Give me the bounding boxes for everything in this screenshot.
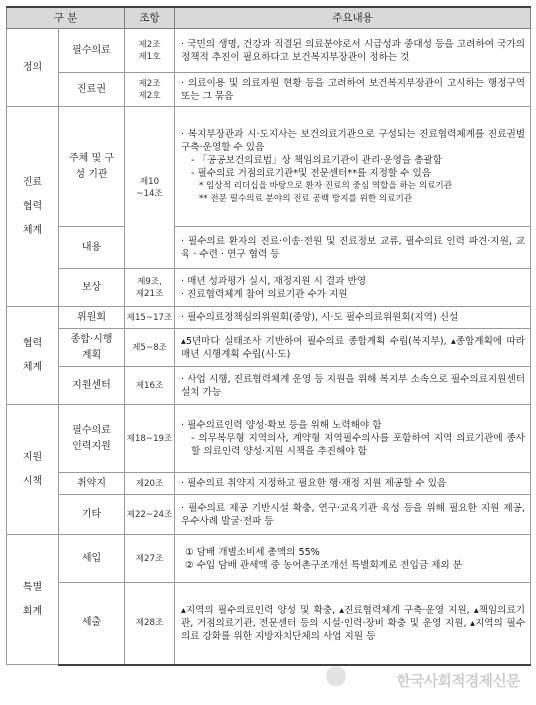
table-row [7, 367, 531, 405]
table-row [7, 227, 531, 269]
article-ref: 제10 ~14조 [125, 107, 175, 269]
content-note: ** 전문 필수의료 분야의 진료 공백 방지를 위한 의료기관 [199, 193, 413, 204]
content-cell [175, 269, 531, 307]
category-special-account: 특별 회계 [7, 535, 59, 665]
content-cell [175, 367, 531, 405]
subcategory: 필수의료 인력지원 [59, 405, 125, 473]
table-row [7, 107, 531, 227]
content-line: · 의료이용 및 의료자원 현황 등을 고려하여 보건복지부장관이 고시하는 행정구역 또는 그 묶음 [181, 77, 525, 102]
content-line: · 복지부장관과 시·도지사는 보건의료기관으로 구성되는 진료협력체계를 진료권별 구축·운영할 수 있음 [181, 128, 525, 153]
content-line: · 진료협력체계 참여 의료기관 수가 지원 [181, 288, 348, 300]
content-cell [175, 73, 531, 107]
article-ref: 제28조 [125, 583, 175, 665]
table-row [7, 329, 531, 367]
content-cell [175, 307, 531, 329]
table-row [7, 29, 531, 73]
content-line: ① 담배 개별소비세 총액의 55% [185, 546, 320, 558]
content-cell [175, 473, 531, 495]
content-line: · 매년 성과평가 실시, 재정지원 시 결과 반영 [181, 275, 366, 287]
content-cell [175, 329, 531, 367]
subcategory: 지원센터 [59, 367, 125, 405]
category-support: 지원 시책 [7, 405, 59, 535]
category-cooperation: 협력 체계 [7, 307, 59, 405]
content-cell [175, 583, 531, 665]
subcategory: 기타 [59, 495, 125, 535]
content-line: ▴지역의 필수의료인력 양성 및 확충, ▴진료협력체계 구축·운영 지원, ▴책임의료기관, 거점의료기관, 전문센터 등의 시설·인력·장비 확충 및 운영 지원, ▴지역의 필수의료 강화를 위한 지방자치단체의 사업 지원 등 [181, 604, 525, 642]
article-ref: 제9조, 제21조 [125, 269, 175, 307]
content-note: * 임상적 리더십을 바탕으로 환자 진료의 중심 역할을 하는 의료기관 [199, 180, 453, 191]
table-row [7, 269, 531, 307]
subcategory: 보상 [59, 269, 125, 307]
table-row [7, 73, 531, 107]
content-line: ▴5년마다 실태조사 기반하여 필수의료 종합계획 수립(복지부), ▴종합계획에 따라 매년 시행계획 수립(시·도) [181, 335, 525, 360]
table-row [7, 535, 531, 583]
table-row [7, 405, 531, 473]
category-definition: 정의 [7, 29, 59, 107]
header-content: 주요내용 [175, 7, 531, 29]
content-line: · 필수의료 환자의 진료·이송·전원 및 진료정보 교류, 필수의료 인력 파견·지원, 교육 · 수련 · 연구 협력 등 [181, 235, 525, 260]
subcategory: 주체 및 구 성 기관 [59, 107, 125, 227]
article-ref: 제5~8조 [125, 329, 175, 367]
subcategory: 세입 [59, 535, 125, 583]
content-cell [175, 29, 531, 73]
category-clinical-network: 진료 협력 체계 [7, 107, 59, 307]
content-cell [175, 405, 531, 473]
content-line: ② 수입 담배 관세액 중 농어촌구조개선 특별회계로 전입금 제외 분 [185, 559, 463, 571]
subcategory: 진료권 [59, 73, 125, 107]
content-line: - 「공공보건의료법」상 책임의료기관이 관리·운영을 총괄함 [191, 154, 443, 166]
subcategory: 세출 [59, 583, 125, 665]
article-ref: 제22~24조 [125, 495, 175, 535]
table-row [7, 473, 531, 495]
content-line: · 국민의 생명, 건강과 직결된 의료분야로서 시급성과 중대성 등을 고려하여 국가의 정책적 추진이 필요하다고 보건복지부장관이 정하는 것 [181, 38, 525, 63]
content-line: · 필수의료 취약지 지정하고 필요한 행·재정 지원 제공할 수 있음 [181, 478, 447, 489]
subcategory: 위원회 [59, 307, 125, 329]
content-line: · 필수의료정책심의위원회(중앙), 시·도 필수의료위원회(지역) 신설 [181, 312, 459, 323]
content-cell [175, 495, 531, 535]
header-category: 구 분 [7, 7, 125, 29]
legislation-summary-table [6, 6, 531, 666]
content-line: - 의무복무형 지역의사, 계약형 지역필수의사를 포함하여 지역 의료기관에 종사할 의료인력 양성·지원 시책을 추진해야 함 [191, 433, 525, 457]
subcategory: 취약지 [59, 473, 125, 495]
article-ref: 제27조 [125, 535, 175, 583]
article-ref: 제16조 [125, 367, 175, 405]
content-line: · 사업 시행, 진료협력체계 운영 등 지원을 위해 복지부 소속으로 필수의료지원센터 설치 가능 [181, 373, 525, 398]
subcategory: 내용 [59, 227, 125, 269]
article-ref: 제2조 제1호 [125, 29, 175, 73]
subcategory: 종합·시행 계획 [59, 329, 125, 367]
table-row [7, 307, 531, 329]
header-row [7, 7, 531, 29]
watermark: 한국사회적경제신문 [396, 674, 520, 690]
header-article: 조항 [125, 7, 175, 29]
article-ref: 제18~19조 [125, 405, 175, 473]
watermark-logo-icon [326, 666, 346, 686]
content-line: - 필수의료 거점의료기관*및 전문센터**를 지정할 수 있음 [191, 167, 432, 179]
article-ref: 제20조 [125, 473, 175, 495]
content-cell [175, 107, 531, 227]
table-row [7, 495, 531, 535]
table-row [7, 583, 531, 665]
content-line: · 필수의료 제공 기반시설 확충, 연구·교육기관 육성 등을 위해 필요한 지원 제공, 우수사례 발굴·전파 등 [181, 502, 525, 527]
article-ref: 제15~17조 [125, 307, 175, 329]
content-cell [175, 227, 531, 269]
content-line: · 필수의료인력 양성·확보 등을 위해 노력해야 함 [181, 420, 382, 431]
content-cell [175, 535, 531, 583]
article-ref: 제2조 제2호 [125, 73, 175, 107]
subcategory: 필수의료 [59, 29, 125, 73]
